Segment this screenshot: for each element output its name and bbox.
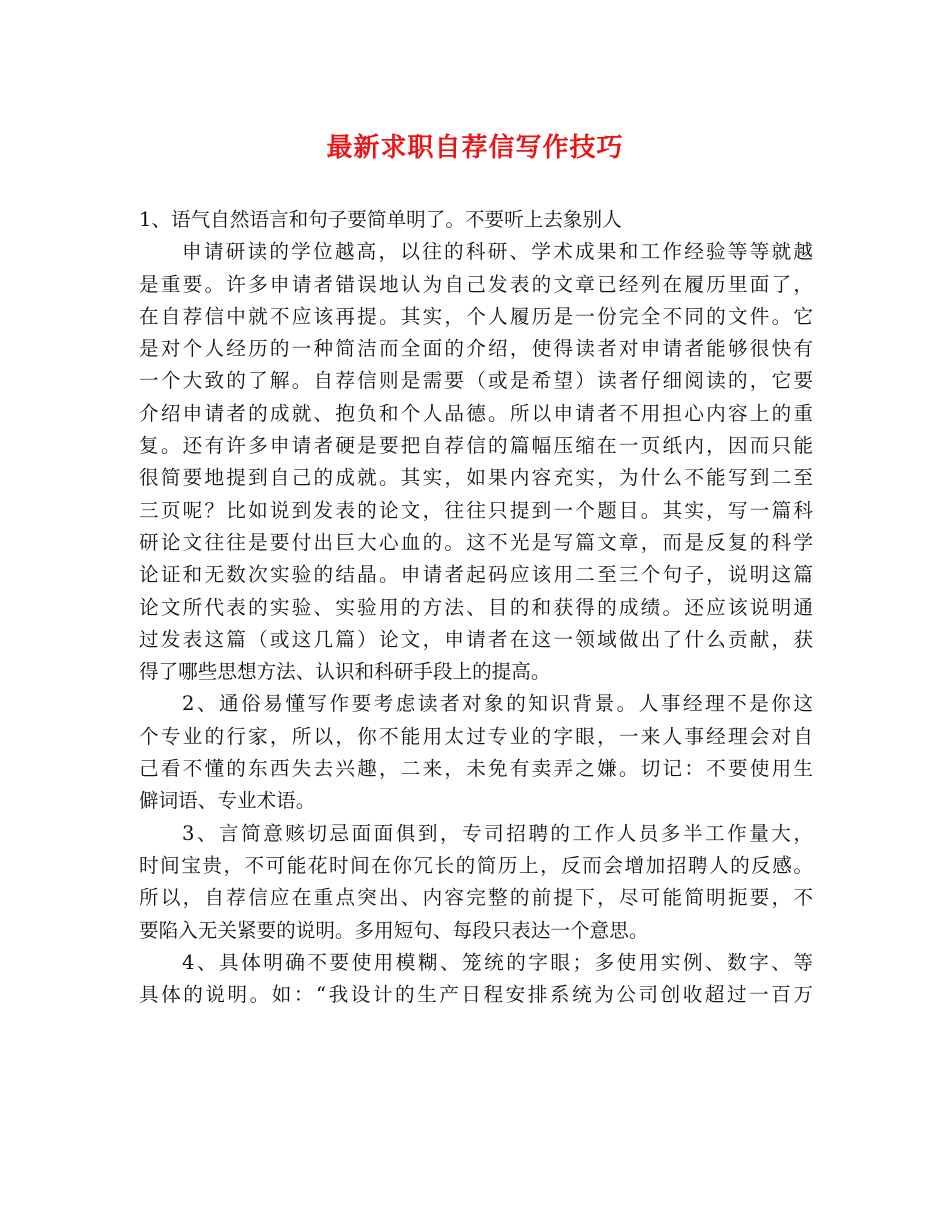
paragraph-line: 复。还有许多申请者硬是要把自荐信的篇幅压缩在一页纸内，因而只能 — [139, 434, 813, 458]
paragraph-line: 介绍申请者的成就、抱负和个人品德。所以申请者不用担心内容上的重 — [139, 401, 813, 425]
paragraph-line: 一个大致的了解。自荐信则是需要（或是希望）读者仔细阅读的，它要 — [139, 369, 813, 393]
paragraph-line: 论证和无数次实验的结晶。申请者起码应该用二至三个句子，说明这篇 — [139, 563, 813, 587]
paragraph-line: 4、具体明确不要使用模糊、笼统的字眼；多使用实例、数字、等 — [182, 950, 813, 974]
paragraph-line: 具体的说明。如：“我设计的生产日程安排系统为公司创收超过一百万 — [139, 983, 813, 1007]
paragraph-line: 是重要。许多申请者错误地认为自己发表的文章已经列在履历里面了， — [139, 272, 813, 296]
document-title: 最新求职自荐信写作技巧 — [326, 133, 624, 163]
paragraph-line: 所以，自荐信应在重点突出、内容完整的前提下，尽可能简明扼要，不 — [139, 886, 813, 910]
paragraph-line: 得了哪些思想方法、认识和科研手段上的提高。 — [139, 660, 551, 684]
paragraph-line: 个专业的行家，所以，你不能用太过专业的字眼，一来人事经理会对自 — [139, 724, 813, 748]
paragraph-line: 很简要地提到自己的成就。其实，如果内容充实，为什么不能写到二至 — [139, 466, 813, 490]
paragraph-line: 过发表这篇（或这几篇）论文，申请者在这一领域做出了什么贡献，获 — [139, 627, 813, 651]
document-body — [139, 204, 813, 1011]
section-1-heading: 1、语气自然语言和句子要简单明了。不要听上去象别人 — [139, 208, 622, 231]
paragraph-line: 论文所代表的实验、实验用的方法、目的和获得的成绩。还应该说明通 — [139, 595, 813, 619]
paragraph-line: 己看不懂的东西失去兴趣，二来，未免有卖弄之嫌。切记：不要使用生 — [139, 757, 813, 781]
paragraph-line: 在自荐信中就不应该再提。其实，个人履历是一份完全不同的文件。它 — [139, 304, 813, 328]
paragraph-line: 要陷入无关紧要的说明。多用短句、每段只表达一个意思。 — [139, 918, 649, 942]
paragraph-line: 是对个人经历的一种简洁而全面的介绍，使得读者对申请者能够很快有 — [139, 337, 813, 361]
paragraph-line: 申请研读的学位越高，以往的科研、学术成果和工作经验等等就越 — [182, 240, 813, 264]
paragraph-line: 僻词语、专业术语。 — [139, 789, 316, 813]
paragraph-line: 2、通俗易懂写作要考虑读者对象的知识背景。人事经理不是你这 — [182, 692, 813, 716]
paragraph-line: 研论文往往是要付出巨大心血的。这不光是写篇文章，而是反复的科学 — [139, 530, 813, 554]
paragraph-line: 三页呢？比如说到发表的论文，往往只提到一个题目。其实，写一篇科 — [139, 498, 813, 522]
paragraph-line: 3、言简意赅切忌面面俱到，专司招聘的工作人员多半工作量大， — [182, 821, 813, 845]
paragraph-line: 时间宝贵，不可能花时间在你冗长的简历上，反而会增加招聘人的反感。 — [139, 853, 813, 877]
